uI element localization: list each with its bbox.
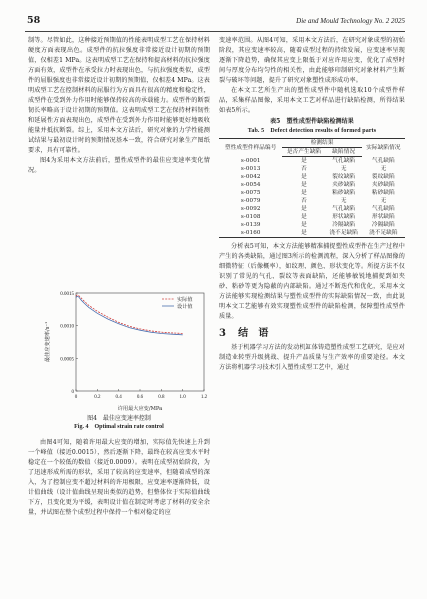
figure-4-chart — [40, 289, 210, 415]
table-row — [219, 213, 405, 221]
table-cell: 形状缺陷 — [332, 214, 356, 220]
table-header: 缺陷情况 — [326, 148, 362, 157]
table-cell: 夹砂缺陷 — [332, 182, 356, 188]
figure-caption-en: Fig. 4 Optimal strain rate control — [74, 424, 164, 430]
table-cell: s-0001 — [240, 157, 261, 164]
table-cell: 气孔缺陷 — [332, 206, 356, 212]
y-axis-label: 最佳应变速率/s⁻¹ — [45, 321, 51, 363]
body-paragraph: 基于机器学习方法的发动机缸体铸造塑性成型工艺研究，是应对制造业转型升级挑战、提升产品质量与生产效率的重要途径。本文方法将机器学习技术引入塑性成型工艺中，通过 — [219, 344, 405, 371]
section-number: 3 — [219, 328, 227, 339]
table-cell: s-0139 — [240, 222, 261, 228]
table-row — [219, 189, 405, 197]
body-paragraph: 由图4可知，随着许用最大应变的增加，实际值先快速上升到一个峰值（接近0.0015），然后逐渐下降，最终在较高应变水平时稳定在一个较低的数值（接近0.0009）。表明在成型初始阶段，为了迅速形成所需的形状，采用了较高的应变速率，但随着成型的深入，为了控制应变不超过材料的许用极限，应变速率逐渐降低，设计值曲线（设计值曲线呈现出类似的趋势，但整体位于实际值曲线下方，且变化更为平缓，表明设计值在制定时考虑了材料的安全余量，并试图在整个成型过程中保持一个相对稳定的应 — [28, 439, 210, 516]
defect-results-table — [219, 138, 405, 238]
body-paragraph: 制等。尽管如此，这种接近预期值的性能表明成型工艺在保持材料硬度方面表现出色。成型件的抗拉强度非常接近设计初期的预期值，仅相差1 MPa。这表明成型工艺在保持和提高材料的抗拉强度方面有效，成型件在承受拉力时表现出色，与抗拉强度类似，成型件的屈服强度也非常接近设计初期的预期值，仅相差4 MPa。这表明成型工艺在控制材料的屈服行为方面具有很高的精度和稳定性，成型件在受到外力作用时能够保持较高的承载能力。成型件的断裂韧长率略高于设计初期的预期值。这表明成型工艺在保持材料韧性和延展性方面表现出色，成型件在受到外力作用时能够更好地吸收能量并抵抗断裂。综上，采用本文方法后，研究对象的力学性能测试结果与最初设计时的预期情况基本一致，符合研究对象生产图纸要求，具有可靠性。 — [28, 37, 210, 154]
x-tick-label: 0.4 — [115, 395, 122, 400]
table-row — [219, 157, 405, 166]
figure-caption-cn: 图4 最佳应变速率控制 — [87, 415, 151, 422]
table-cell: 是 — [301, 174, 307, 180]
journal-title: Die and Mould Technology No. 2 2025 — [296, 17, 405, 25]
table-row — [219, 229, 405, 238]
table-row — [219, 205, 405, 213]
table-cell: 浇不足缺陷 — [326, 229, 362, 238]
table-cell: s-0075 — [240, 190, 261, 196]
line-chart — [40, 289, 210, 415]
table-cell: 是 — [282, 229, 325, 238]
table-cell: 形状缺陷 — [372, 214, 395, 220]
table-cell: s-0108 — [240, 214, 261, 220]
y-tick-label: 0 — [71, 390, 74, 395]
table-cell: 否 — [301, 166, 307, 172]
y-tick-label: 0.0010 — [60, 324, 74, 330]
section-heading — [219, 329, 405, 339]
x-tick-label: 0.6 — [136, 395, 144, 400]
table-row — [219, 181, 405, 189]
table-cell: 无 — [380, 198, 387, 204]
table-cell: s-0054 — [240, 182, 261, 188]
table-header: 实际缺陷情况 — [362, 139, 405, 157]
table-header: 检测结果 — [282, 139, 361, 148]
body-paragraph: 变速率范围。从图4可知，采用本文方法后，在研究对象成型的初始阶段，其应变速率较高，随着成型过程的持续发展，应变速率呈现逐渐下降趋势，确保其应变上限低于对应许用应变，优化了成型时间与厚度分布均匀性的相关性，由此能够印制研究对象材料产生断裂与破坏等问题，提升了研究对象塑性成形成功率。 — [219, 37, 405, 84]
x-tick-label: 1.2 — [200, 395, 208, 400]
table-cell: 无 — [340, 166, 347, 172]
table-header: 是否产生缺陷 — [282, 148, 325, 157]
table-cell: s-0013 — [240, 166, 261, 172]
y-tick-label: 0.0015 — [60, 292, 74, 297]
table-row — [219, 221, 405, 229]
table-cell: 是 — [301, 222, 307, 228]
series-line-2 — [76, 296, 183, 335]
legend-label: 设计值 — [177, 304, 193, 310]
body-paragraph: 在本文工艺所生产出的塑性成型件中随机选取10个成型件样品，采集样品图像，采用本文工艺对样品进行缺陷检测，所得结果如表5所示。 — [219, 87, 405, 114]
left-column-lower — [28, 438, 210, 518]
table-cell: 无 — [340, 198, 347, 204]
table-cell: 粘砂缺陷 — [332, 190, 356, 196]
table-cell: 无 — [380, 166, 387, 172]
x-tick-label: 0.2 — [94, 395, 101, 400]
right-column — [219, 36, 405, 373]
table-cell: 是 — [301, 190, 307, 196]
body-paragraph: 图4为采用本文方法前后，塑性成型件的最佳应变速率变化情况。 — [28, 157, 210, 174]
table-cell: 冷隔缺陷 — [332, 222, 356, 228]
table-cell: 裂纹缺陷 — [372, 174, 395, 180]
section-title: 结 语 — [238, 328, 269, 339]
table-cell: 是 — [301, 158, 307, 164]
table-cell: 裂纹缺陷 — [332, 174, 356, 180]
left-column — [28, 36, 210, 176]
table-cell: 是 — [301, 214, 307, 220]
table-cell: 夹砂缺陷 — [372, 182, 395, 188]
table-cell: 气孔缺陷 — [372, 157, 395, 164]
header-rule — [25, 31, 405, 32]
legend-label: 实际值 — [177, 297, 193, 303]
table-row — [219, 173, 405, 181]
table-cell: 冷隔缺陷 — [372, 222, 395, 228]
table-caption-cn: 表5 塑性成型件缺陷检测结果 — [270, 118, 354, 125]
x-axis-label: 许用最大应变/MPa — [117, 406, 163, 412]
table-cell: 粘砂缺陷 — [372, 190, 395, 196]
x-tick-label: 1.0 — [179, 395, 186, 400]
body-paragraph: 分析表5可知，本文方法能够精准捕捉塑性成型件在生产过程中产生的各类缺陷，通过图3所示的检测流程，深入分析了样品图像的细微特征（后像概率），如纹理、颜色、形状变化等。所提方法不仅识别了常见的气孔、裂纹等表面缺陷，还能够敏锐地捕捉到如夹砂、粘砂等更为隐蔽的内部缺陷。通过不断迭代和优化，采用本文方法能够实现检测结果与塑性成型件的实际缺陷情况一致，由此说明本文工艺能够有效实现塑性成型件的缺陷检测，保障塑性成型件质量。 — [219, 243, 405, 320]
table-cell: 否 — [301, 198, 307, 204]
table-cell: 浇不足缺陷 — [362, 229, 405, 238]
table-cell: 气孔缺陷 — [332, 158, 356, 164]
y-tick-label: 0.0005 — [60, 357, 74, 363]
page-number: 58 — [27, 15, 41, 26]
x-tick-label: 0 — [74, 395, 78, 400]
table-cell: s-0160 — [219, 229, 282, 238]
table-cell: 气孔缺陷 — [372, 206, 395, 212]
table-header: 塑性成型件样品编号 — [219, 139, 282, 157]
table-cell: 是 — [301, 206, 307, 212]
table-cell: s-0042 — [240, 174, 261, 180]
table-cell: 是 — [301, 182, 307, 188]
table-cell: s-0092 — [240, 206, 261, 212]
x-tick-label: 0.8 — [158, 395, 165, 400]
table-body — [219, 157, 405, 238]
table-row — [219, 197, 405, 205]
table-cell: s-0079 — [240, 198, 261, 204]
table-caption-en: Tab. 5 Defect detection results of formed parts — [247, 127, 377, 134]
table-row — [219, 165, 405, 173]
